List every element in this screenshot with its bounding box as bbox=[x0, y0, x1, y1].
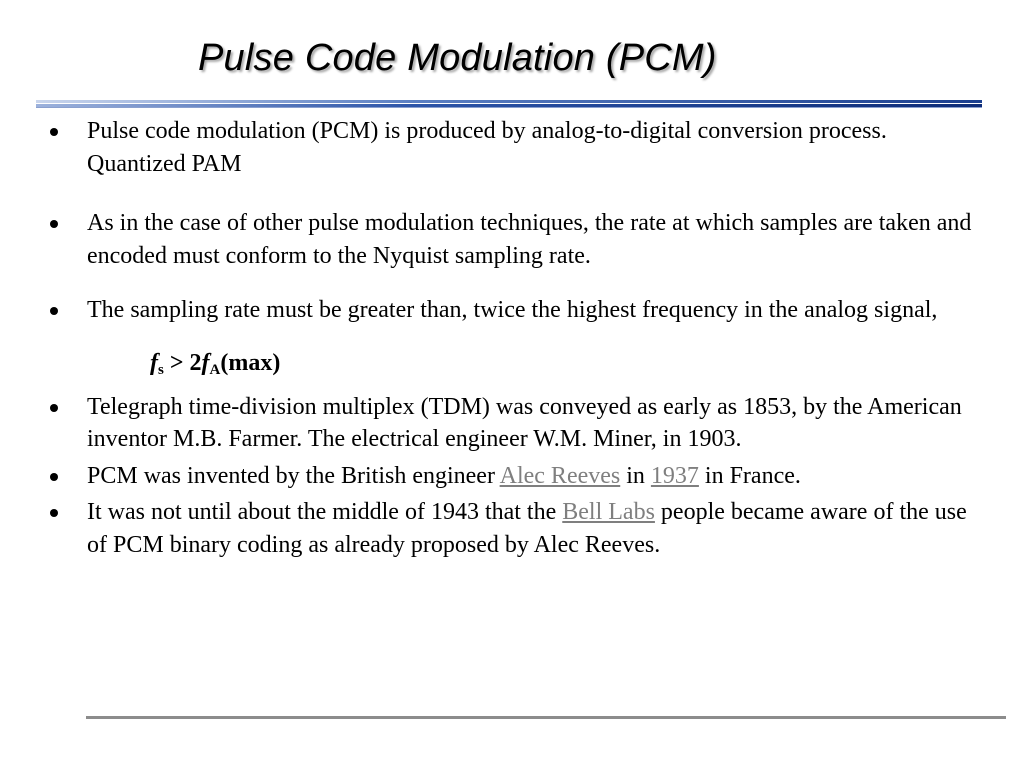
alec-reeves-link[interactable]: Alec Reeves bbox=[499, 462, 621, 489]
title-divider bbox=[36, 100, 982, 109]
bullet-text: people became aware of the use of PCM binary coding as already proposed by Alec Reeves. bbox=[87, 499, 967, 558]
bullet-item bbox=[50, 496, 980, 561]
slide-title: Pulse Code Modulation (PCM) bbox=[198, 37, 717, 79]
bullet-text: As in the case of other pulse modulation techniques, the rate at which samples are taken and encoded must conform to the Nyquist sampling rate. bbox=[87, 210, 972, 269]
formula-symbol: f bbox=[201, 349, 210, 376]
bullet-dot-icon bbox=[50, 220, 58, 228]
bullet-item bbox=[50, 207, 980, 272]
bullet-dot-icon bbox=[50, 473, 58, 481]
formula-tail: (max) bbox=[220, 349, 281, 376]
bullet-text: It was not until about the middle of 1943 that the bbox=[87, 499, 563, 525]
bullet-item bbox=[50, 460, 980, 493]
title-divider-band bbox=[36, 100, 982, 103]
year-1937-link[interactable]: 1937 bbox=[650, 462, 699, 489]
formula-subscript: s bbox=[158, 361, 164, 378]
formula-subscript: A bbox=[209, 361, 221, 378]
bell-labs-link[interactable]: Bell Labs bbox=[562, 499, 655, 525]
bullet-dot-icon bbox=[50, 307, 58, 315]
bullet-item bbox=[50, 391, 980, 456]
bullet-text: PCM was invented by the British engineer bbox=[87, 462, 500, 489]
bullet-text: Pulse code modulation (PCM) is produced by analog-to-digital conversion process. Quantized PAM bbox=[87, 118, 887, 177]
bullet-item bbox=[50, 294, 980, 327]
bullet-dot-icon bbox=[50, 128, 58, 136]
bullet-text: in bbox=[620, 462, 651, 489]
title-divider-band bbox=[36, 107, 982, 108]
bullet-text: The sampling rate must be greater than, twice the highest frequency in the analog signal, bbox=[87, 297, 938, 323]
bullet-text: Telegraph time-division multiplex (TDM) was conveyed as early as 1853, by the American inventor M.B. Farmer. The electrical engineer W.M. Miner, in 1903. bbox=[87, 393, 962, 452]
bullet-text: in France. bbox=[698, 462, 801, 489]
bullet-list bbox=[50, 115, 980, 561]
formula-symbol: f bbox=[150, 349, 158, 376]
footer-divider bbox=[86, 716, 1006, 719]
formula-operator: > 2 bbox=[163, 349, 202, 376]
bullet-dot-icon bbox=[50, 404, 58, 412]
nyquist-formula bbox=[50, 347, 980, 386]
bullet-dot-icon bbox=[50, 509, 58, 517]
bullet-item bbox=[50, 115, 980, 180]
